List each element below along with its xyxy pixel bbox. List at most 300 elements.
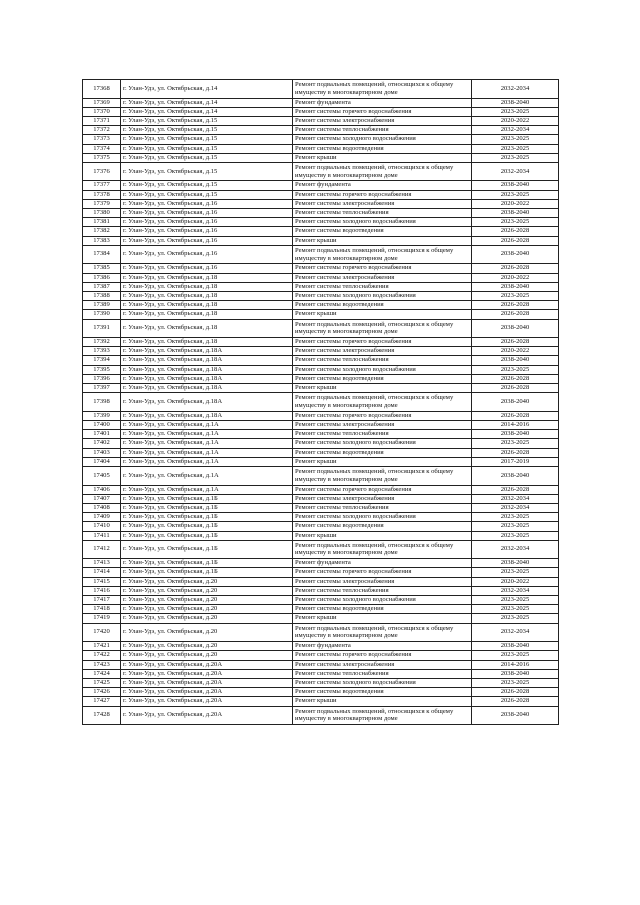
row-number-cell: 17399 — [83, 411, 121, 420]
table-row — [83, 568, 559, 577]
table-row — [83, 577, 559, 586]
address-cell: г. Улан-Удэ, ул. Октябрьская, д.15 — [121, 153, 293, 162]
table-row — [83, 282, 559, 291]
table-row — [83, 162, 559, 181]
address-cell: г. Улан-Удэ, ул. Октябрьская, д.15 — [121, 181, 293, 190]
period-cell: 2023-2025 — [472, 291, 559, 300]
address-cell: г. Улан-Удэ, ул. Октябрьская, д.20 — [121, 586, 293, 595]
period-cell: 2032-2034 — [472, 494, 559, 503]
row-number-cell: 17384 — [83, 245, 121, 264]
work-type-cell: Ремонт системы теплоснабжения — [293, 503, 472, 512]
row-number-cell: 17370 — [83, 107, 121, 116]
address-cell: г. Улан-Удэ, ул. Октябрьская, д.15 — [121, 126, 293, 135]
address-cell: г. Улан-Удэ, ул. Октябрьская, д.1Б — [121, 568, 293, 577]
work-type-cell: Ремонт крыши — [293, 236, 472, 245]
row-number-cell: 17375 — [83, 153, 121, 162]
table-row — [83, 688, 559, 697]
table-row — [83, 605, 559, 614]
row-number-cell: 17414 — [83, 568, 121, 577]
address-cell: г. Улан-Удэ, ул. Октябрьская, д.16 — [121, 218, 293, 227]
period-cell: 2038-2040 — [472, 98, 559, 107]
table-row — [83, 126, 559, 135]
address-cell: г. Улан-Удэ, ул. Октябрьская, д.18 — [121, 291, 293, 300]
period-cell: 2026-2028 — [472, 310, 559, 319]
table-row — [83, 273, 559, 282]
period-cell: 2038-2040 — [472, 430, 559, 439]
address-cell: г. Улан-Удэ, ул. Октябрьская, д.1Б — [121, 559, 293, 568]
period-cell: 2020-2022 — [472, 116, 559, 125]
period-cell: 2023-2025 — [472, 439, 559, 448]
period-cell: 2032-2034 — [472, 80, 559, 99]
address-cell: г. Улан-Удэ, ул. Октябрьская, д.1Б — [121, 513, 293, 522]
work-type-cell: Ремонт подвальных помещений, относящихся к общему имуществу в многоквартирном доме — [293, 467, 472, 486]
period-cell: 2017-2019 — [472, 457, 559, 466]
address-cell: г. Улан-Удэ, ул. Октябрьская, д.18 — [121, 319, 293, 338]
row-number-cell: 17379 — [83, 199, 121, 208]
period-cell: 2038-2040 — [472, 319, 559, 338]
work-type-cell: Ремонт системы теплоснабжения — [293, 356, 472, 365]
work-type-cell: Ремонт системы электроснабжения — [293, 577, 472, 586]
work-type-cell: Ремонт системы теплоснабжения — [293, 209, 472, 218]
period-cell: 2020-2022 — [472, 273, 559, 282]
address-cell: г. Улан-Удэ, ул. Октябрьская, д.18А — [121, 374, 293, 383]
period-cell: 2038-2040 — [472, 209, 559, 218]
table-row — [83, 291, 559, 300]
period-cell: 2026-2028 — [472, 485, 559, 494]
work-type-cell: Ремонт крыши — [293, 457, 472, 466]
work-type-cell: Ремонт системы электроснабжения — [293, 199, 472, 208]
address-cell: г. Улан-Удэ, ул. Октябрьская, д.20А — [121, 660, 293, 669]
address-cell: г. Улан-Удэ, ул. Октябрьская, д.1А — [121, 420, 293, 429]
period-cell: 2026-2028 — [472, 338, 559, 347]
address-cell: г. Улан-Удэ, ул. Октябрьская, д.15 — [121, 190, 293, 199]
table-row — [83, 651, 559, 660]
row-number-cell: 17388 — [83, 291, 121, 300]
period-cell: 2032-2034 — [472, 162, 559, 181]
row-number-cell: 17396 — [83, 374, 121, 383]
period-cell: 2023-2025 — [472, 678, 559, 687]
period-cell: 2026-2028 — [472, 227, 559, 236]
row-number-cell: 17417 — [83, 596, 121, 605]
table-row — [83, 98, 559, 107]
address-cell: г. Улан-Удэ, ул. Октябрьская, д.18 — [121, 338, 293, 347]
address-cell: г. Улан-Удэ, ул. Октябрьская, д.1Б — [121, 494, 293, 503]
row-number-cell: 17382 — [83, 227, 121, 236]
address-cell: г. Улан-Удэ, ул. Октябрьская, д.1Б — [121, 522, 293, 531]
work-type-cell: Ремонт системы холодного водоснабжения — [293, 291, 472, 300]
address-cell: г. Улан-Удэ, ул. Октябрьская, д.1Б — [121, 540, 293, 559]
address-cell: г. Улан-Удэ, ул. Октябрьская, д.20 — [121, 596, 293, 605]
period-cell: 2023-2025 — [472, 107, 559, 116]
repair-schedule-table — [82, 79, 559, 725]
work-type-cell: Ремонт системы теплоснабжения — [293, 669, 472, 678]
period-cell: 2026-2028 — [472, 697, 559, 706]
table-row — [83, 706, 559, 725]
work-type-cell: Ремонт системы теплоснабжения — [293, 430, 472, 439]
period-cell: 2020-2022 — [472, 347, 559, 356]
period-cell: 2023-2025 — [472, 135, 559, 144]
row-number-cell: 17420 — [83, 623, 121, 642]
table-row — [83, 697, 559, 706]
work-type-cell: Ремонт системы теплоснабжения — [293, 126, 472, 135]
row-number-cell: 17386 — [83, 273, 121, 282]
period-cell: 2026-2028 — [472, 411, 559, 420]
work-type-cell: Ремонт системы водоотведения — [293, 227, 472, 236]
row-number-cell: 17408 — [83, 503, 121, 512]
address-cell: г. Улан-Удэ, ул. Октябрьская, д.20 — [121, 623, 293, 642]
work-type-cell: Ремонт системы водоотведения — [293, 144, 472, 153]
row-number-cell: 17385 — [83, 264, 121, 273]
period-cell: 2032-2034 — [472, 503, 559, 512]
table-row — [83, 116, 559, 125]
row-number-cell: 17368 — [83, 80, 121, 99]
table-row — [83, 420, 559, 429]
address-cell: г. Улан-Удэ, ул. Октябрьская, д.1А — [121, 485, 293, 494]
table-row — [83, 310, 559, 319]
table-row — [83, 642, 559, 651]
period-cell: 2023-2025 — [472, 144, 559, 153]
table-row — [83, 301, 559, 310]
table-row — [83, 522, 559, 531]
row-number-cell: 17387 — [83, 282, 121, 291]
address-cell: г. Улан-Удэ, ул. Октябрьская, д.16 — [121, 199, 293, 208]
row-number-cell: 17413 — [83, 559, 121, 568]
work-type-cell: Ремонт системы электроснабжения — [293, 494, 472, 503]
table-row — [83, 107, 559, 116]
work-type-cell: Ремонт крыши — [293, 384, 472, 393]
table-row — [83, 209, 559, 218]
row-number-cell: 17415 — [83, 577, 121, 586]
address-cell: г. Улан-Удэ, ул. Октябрьская, д.20 — [121, 642, 293, 651]
table-row — [83, 153, 559, 162]
address-cell: г. Улан-Удэ, ул. Октябрьская, д.20 — [121, 577, 293, 586]
work-type-cell: Ремонт подвальных помещений, относящихся к общему имуществу в многоквартирном доме — [293, 245, 472, 264]
table-row — [83, 144, 559, 153]
address-cell: г. Улан-Удэ, ул. Октябрьская, д.18 — [121, 273, 293, 282]
period-cell: 2023-2025 — [472, 522, 559, 531]
row-number-cell: 17401 — [83, 430, 121, 439]
table-row — [83, 439, 559, 448]
period-cell: 2038-2040 — [472, 669, 559, 678]
row-number-cell: 17423 — [83, 660, 121, 669]
address-cell: г. Улан-Удэ, ул. Октябрьская, д.14 — [121, 98, 293, 107]
work-type-cell: Ремонт системы горячего водоснабжения — [293, 338, 472, 347]
period-cell: 2032-2034 — [472, 540, 559, 559]
address-cell: г. Улан-Удэ, ул. Октябрьская, д.18А — [121, 356, 293, 365]
work-type-cell: Ремонт подвальных помещений, относящихся к общему имуществу в многоквартирном доме — [293, 540, 472, 559]
work-type-cell: Ремонт системы водоотведения — [293, 448, 472, 457]
address-cell: г. Улан-Удэ, ул. Октябрьская, д.20 — [121, 651, 293, 660]
table-row — [83, 80, 559, 99]
table-row — [83, 586, 559, 595]
period-cell: 2014-2016 — [472, 660, 559, 669]
table-row — [83, 374, 559, 383]
table-row — [83, 338, 559, 347]
row-number-cell: 17369 — [83, 98, 121, 107]
row-number-cell: 17374 — [83, 144, 121, 153]
work-type-cell: Ремонт системы теплоснабжения — [293, 282, 472, 291]
period-cell: 2038-2040 — [472, 393, 559, 412]
document-page — [82, 79, 558, 725]
period-cell: 2023-2025 — [472, 651, 559, 660]
address-cell: г. Улан-Удэ, ул. Октябрьская, д.14 — [121, 80, 293, 99]
work-type-cell: Ремонт системы горячего водоснабжения — [293, 107, 472, 116]
address-cell: г. Улан-Удэ, ул. Октябрьская, д.1Б — [121, 531, 293, 540]
period-cell: 2026-2028 — [472, 264, 559, 273]
period-cell: 2026-2028 — [472, 301, 559, 310]
work-type-cell: Ремонт системы водоотведения — [293, 374, 472, 383]
work-type-cell: Ремонт системы холодного водоснабжения — [293, 365, 472, 374]
row-number-cell: 17376 — [83, 162, 121, 181]
address-cell: г. Улан-Удэ, ул. Октябрьская, д.18А — [121, 347, 293, 356]
work-type-cell: Ремонт системы теплоснабжения — [293, 586, 472, 595]
table-row — [83, 494, 559, 503]
period-cell: 2038-2040 — [472, 282, 559, 291]
row-number-cell: 17409 — [83, 513, 121, 522]
work-type-cell: Ремонт системы горячего водоснабжения — [293, 264, 472, 273]
work-type-cell: Ремонт крыши — [293, 697, 472, 706]
table-row — [83, 485, 559, 494]
work-type-cell: Ремонт подвальных помещений, относящихся к общему имуществу в многоквартирном доме — [293, 393, 472, 412]
work-type-cell: Ремонт подвальных помещений, относящихся к общему имуществу в многоквартирном доме — [293, 162, 472, 181]
address-cell: г. Улан-Удэ, ул. Октябрьская, д.18 — [121, 301, 293, 310]
work-type-cell: Ремонт системы водоотведения — [293, 605, 472, 614]
address-cell: г. Улан-Удэ, ул. Октябрьская, д.16 — [121, 227, 293, 236]
address-cell: г. Улан-Удэ, ул. Октябрьская, д.16 — [121, 245, 293, 264]
work-type-cell: Ремонт системы холодного водоснабжения — [293, 513, 472, 522]
row-number-cell: 17371 — [83, 116, 121, 125]
period-cell: 2014-2016 — [472, 420, 559, 429]
row-number-cell: 17400 — [83, 420, 121, 429]
address-cell: г. Улан-Удэ, ул. Октябрьская, д.20А — [121, 706, 293, 725]
table-row — [83, 236, 559, 245]
period-cell: 2020-2022 — [472, 577, 559, 586]
period-cell: 2038-2040 — [472, 559, 559, 568]
period-cell: 2020-2022 — [472, 199, 559, 208]
table-row — [83, 467, 559, 486]
work-type-cell: Ремонт фундамента — [293, 181, 472, 190]
address-cell: г. Улан-Удэ, ул. Октябрьская, д.15 — [121, 116, 293, 125]
period-cell: 2023-2025 — [472, 365, 559, 374]
row-number-cell: 17397 — [83, 384, 121, 393]
period-cell: 2038-2040 — [472, 356, 559, 365]
row-number-cell: 17377 — [83, 181, 121, 190]
work-type-cell: Ремонт системы холодного водоснабжения — [293, 218, 472, 227]
row-number-cell: 17381 — [83, 218, 121, 227]
work-type-cell: Ремонт фундамента — [293, 98, 472, 107]
row-number-cell: 17412 — [83, 540, 121, 559]
table-row — [83, 190, 559, 199]
work-type-cell: Ремонт системы горячего водоснабжения — [293, 568, 472, 577]
work-type-cell: Ремонт фундамента — [293, 559, 472, 568]
row-number-cell: 17410 — [83, 522, 121, 531]
table-row — [83, 135, 559, 144]
address-cell: г. Улан-Удэ, ул. Октябрьская, д.1Б — [121, 503, 293, 512]
table-row — [83, 660, 559, 669]
row-number-cell: 17392 — [83, 338, 121, 347]
work-type-cell: Ремонт системы водоотведения — [293, 688, 472, 697]
period-cell: 2038-2040 — [472, 706, 559, 725]
address-cell: г. Улан-Удэ, ул. Октябрьская, д.20 — [121, 605, 293, 614]
work-type-cell: Ремонт крыши — [293, 310, 472, 319]
row-number-cell: 17422 — [83, 651, 121, 660]
table-row — [83, 347, 559, 356]
row-number-cell: 17419 — [83, 614, 121, 623]
work-type-cell: Ремонт крыши — [293, 614, 472, 623]
work-type-cell: Ремонт системы электроснабжения — [293, 273, 472, 282]
row-number-cell: 17383 — [83, 236, 121, 245]
table-row — [83, 678, 559, 687]
work-type-cell: Ремонт системы горячего водоснабжения — [293, 651, 472, 660]
period-cell: 2032-2034 — [472, 586, 559, 595]
table-row — [83, 411, 559, 420]
period-cell: 2026-2028 — [472, 384, 559, 393]
work-type-cell: Ремонт фундамента — [293, 642, 472, 651]
period-cell: 2032-2034 — [472, 623, 559, 642]
address-cell: г. Улан-Удэ, ул. Октябрьская, д.1А — [121, 457, 293, 466]
table-body — [83, 80, 559, 725]
address-cell: г. Улан-Удэ, ул. Октябрьская, д.20А — [121, 688, 293, 697]
work-type-cell: Ремонт системы электроснабжения — [293, 420, 472, 429]
address-cell: г. Улан-Удэ, ул. Октябрьская, д.18А — [121, 411, 293, 420]
address-cell: г. Улан-Удэ, ул. Октябрьская, д.1А — [121, 430, 293, 439]
row-number-cell: 17393 — [83, 347, 121, 356]
address-cell: г. Улан-Удэ, ул. Октябрьская, д.20 — [121, 614, 293, 623]
work-type-cell: Ремонт системы горячего водоснабжения — [293, 485, 472, 494]
row-number-cell: 17403 — [83, 448, 121, 457]
table-row — [83, 218, 559, 227]
period-cell: 2023-2025 — [472, 568, 559, 577]
period-cell: 2023-2025 — [472, 190, 559, 199]
table-row — [83, 623, 559, 642]
row-number-cell: 17411 — [83, 531, 121, 540]
row-number-cell: 17395 — [83, 365, 121, 374]
row-number-cell: 17402 — [83, 439, 121, 448]
period-cell: 2023-2025 — [472, 513, 559, 522]
row-number-cell: 17416 — [83, 586, 121, 595]
row-number-cell: 17406 — [83, 485, 121, 494]
address-cell: г. Улан-Удэ, ул. Октябрьская, д.14 — [121, 107, 293, 116]
period-cell: 2038-2040 — [472, 181, 559, 190]
address-cell: г. Улан-Удэ, ул. Октябрьская, д.16 — [121, 236, 293, 245]
work-type-cell: Ремонт системы электроснабжения — [293, 347, 472, 356]
address-cell: г. Улан-Удэ, ул. Октябрьская, д.16 — [121, 264, 293, 273]
table-row — [83, 393, 559, 412]
table-row — [83, 540, 559, 559]
period-cell: 2038-2040 — [472, 245, 559, 264]
table-row — [83, 181, 559, 190]
period-cell: 2038-2040 — [472, 642, 559, 651]
row-number-cell: 17428 — [83, 706, 121, 725]
table-row — [83, 457, 559, 466]
row-number-cell: 17426 — [83, 688, 121, 697]
table-row — [83, 365, 559, 374]
period-cell: 2026-2028 — [472, 688, 559, 697]
period-cell: 2023-2025 — [472, 531, 559, 540]
address-cell: г. Улан-Удэ, ул. Октябрьская, д.15 — [121, 144, 293, 153]
row-number-cell: 17418 — [83, 605, 121, 614]
work-type-cell: Ремонт системы горячего водоснабжения — [293, 190, 472, 199]
table-row — [83, 356, 559, 365]
period-cell: 2023-2025 — [472, 596, 559, 605]
address-cell: г. Улан-Удэ, ул. Октябрьская, д.20А — [121, 697, 293, 706]
work-type-cell: Ремонт системы водоотведения — [293, 522, 472, 531]
address-cell: г. Улан-Удэ, ул. Октябрьская, д.18А — [121, 384, 293, 393]
period-cell: 2038-2040 — [472, 467, 559, 486]
period-cell: 2023-2025 — [472, 605, 559, 614]
work-type-cell: Ремонт системы холодного водоснабжения — [293, 596, 472, 605]
table-row — [83, 531, 559, 540]
row-number-cell: 17407 — [83, 494, 121, 503]
row-number-cell: 17427 — [83, 697, 121, 706]
work-type-cell: Ремонт подвальных помещений, относящихся к общему имуществу в многоквартирном доме — [293, 706, 472, 725]
period-cell: 2023-2025 — [472, 153, 559, 162]
work-type-cell: Ремонт системы холодного водоснабжения — [293, 135, 472, 144]
table-row — [83, 384, 559, 393]
period-cell: 2026-2028 — [472, 236, 559, 245]
period-cell: 2026-2028 — [472, 374, 559, 383]
table-row — [83, 319, 559, 338]
period-cell: 2032-2034 — [472, 126, 559, 135]
row-number-cell: 17398 — [83, 393, 121, 412]
table-row — [83, 596, 559, 605]
table-row — [83, 614, 559, 623]
row-number-cell: 17404 — [83, 457, 121, 466]
address-cell: г. Улан-Удэ, ул. Октябрьская, д.20А — [121, 678, 293, 687]
table-row — [83, 513, 559, 522]
work-type-cell: Ремонт системы холодного водоснабжения — [293, 439, 472, 448]
address-cell: г. Улан-Удэ, ул. Октябрьская, д.20А — [121, 669, 293, 678]
row-number-cell: 17390 — [83, 310, 121, 319]
row-number-cell: 17378 — [83, 190, 121, 199]
work-type-cell: Ремонт подвальных помещений, относящихся к общему имуществу в многоквартирном доме — [293, 623, 472, 642]
row-number-cell: 17424 — [83, 669, 121, 678]
row-number-cell: 17380 — [83, 209, 121, 218]
row-number-cell: 17389 — [83, 301, 121, 310]
work-type-cell: Ремонт крыши — [293, 153, 472, 162]
period-cell: 2026-2028 — [472, 448, 559, 457]
period-cell: 2023-2025 — [472, 614, 559, 623]
table-row — [83, 503, 559, 512]
work-type-cell: Ремонт системы электроснабжения — [293, 116, 472, 125]
address-cell: г. Улан-Удэ, ул. Октябрьская, д.16 — [121, 209, 293, 218]
row-number-cell: 17394 — [83, 356, 121, 365]
address-cell: г. Улан-Удэ, ул. Октябрьская, д.1А — [121, 439, 293, 448]
work-type-cell: Ремонт подвальных помещений, относящихся к общему имуществу в многоквартирном доме — [293, 319, 472, 338]
work-type-cell: Ремонт системы водоотведения — [293, 301, 472, 310]
work-type-cell: Ремонт крыши — [293, 531, 472, 540]
table-row — [83, 669, 559, 678]
row-number-cell: 17372 — [83, 126, 121, 135]
address-cell: г. Улан-Удэ, ул. Октябрьская, д.1А — [121, 467, 293, 486]
table-row — [83, 245, 559, 264]
address-cell: г. Улан-Удэ, ул. Октябрьская, д.15 — [121, 135, 293, 144]
table-row — [83, 448, 559, 457]
period-cell: 2023-2025 — [472, 218, 559, 227]
table-row — [83, 430, 559, 439]
row-number-cell: 17405 — [83, 467, 121, 486]
work-type-cell: Ремонт системы электроснабжения — [293, 660, 472, 669]
table-row — [83, 199, 559, 208]
row-number-cell: 17391 — [83, 319, 121, 338]
address-cell: г. Улан-Удэ, ул. Октябрьская, д.18 — [121, 282, 293, 291]
address-cell: г. Улан-Удэ, ул. Октябрьская, д.18А — [121, 393, 293, 412]
table-row — [83, 559, 559, 568]
row-number-cell: 17373 — [83, 135, 121, 144]
address-cell: г. Улан-Удэ, ул. Октябрьская, д.1А — [121, 448, 293, 457]
table-row — [83, 264, 559, 273]
table-row — [83, 227, 559, 236]
